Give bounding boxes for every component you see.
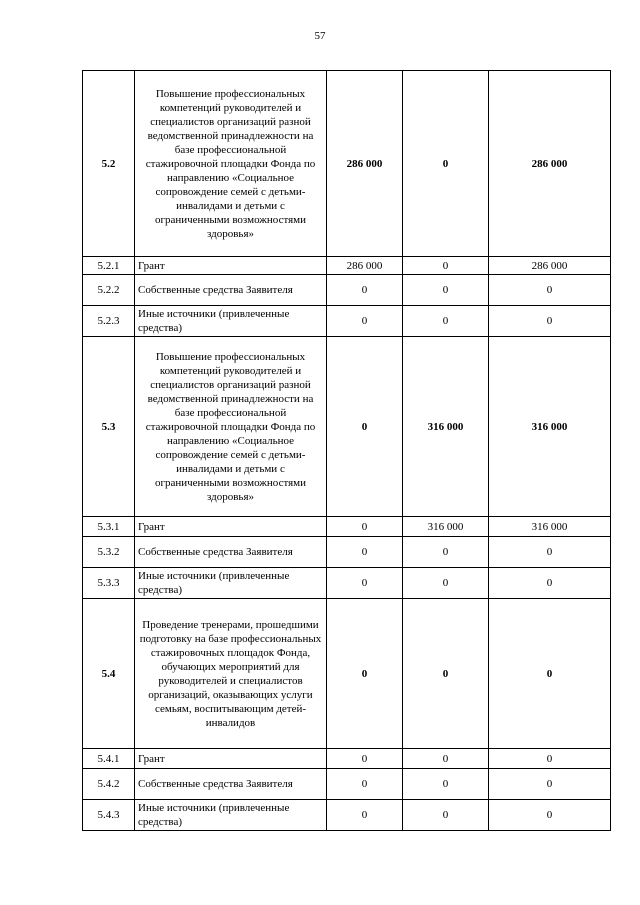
value-col-2: 0 [403,749,489,769]
table-row [83,800,611,831]
row-description: Грант [135,517,327,537]
value-col-3: 0 [489,568,611,599]
value-col-3: 316 000 [489,517,611,537]
row-description: Иные источники (привлеченные средства) [135,568,327,599]
value-col-2: 316 000 [403,517,489,537]
row-description: Иные источники (привлеченные средства) [135,306,327,337]
row-number: 5.3.2 [83,537,135,568]
table-row [83,769,611,800]
table-row [83,749,611,769]
value-col-2: 0 [403,257,489,275]
row-description: Собственные средства Заявителя [135,275,327,306]
row-description: Повышение профессиональных компетенций руководителей и специалистов организаций разной ведомственной принадлежности на базе профессиональной стажировочной площадки Фонда по направлению «Социальное сопровождение семей с детьми-инвалидами и детьми с ограниченными возможностями здоровья» [135,71,327,257]
row-description: Иные источники (привлеченные средства) [135,800,327,831]
row-number: 5.3 [83,337,135,517]
value-col-1: 0 [327,537,403,568]
value-col-2: 0 [403,568,489,599]
table-row [83,537,611,568]
value-col-3: 0 [489,599,611,749]
row-number: 5.2 [83,71,135,257]
value-col-3: 0 [489,537,611,568]
value-col-2: 0 [403,769,489,800]
table-row [83,306,611,337]
value-col-2: 0 [403,275,489,306]
row-number: 5.3.1 [83,517,135,537]
row-number: 5.4 [83,599,135,749]
value-col-1: 0 [327,769,403,800]
value-col-2: 0 [403,537,489,568]
value-col-1: 0 [327,275,403,306]
table-row [83,71,611,257]
budget-table [82,70,611,831]
row-number: 5.2.3 [83,306,135,337]
row-number: 5.4.1 [83,749,135,769]
row-description: Грант [135,749,327,769]
row-number: 5.3.3 [83,568,135,599]
row-description: Собственные средства Заявителя [135,769,327,800]
table-row [83,337,611,517]
page-number: 57 [314,30,326,42]
value-col-3: 286 000 [489,71,611,257]
value-col-1: 286 000 [327,71,403,257]
value-col-2: 0 [403,306,489,337]
value-col-3: 286 000 [489,257,611,275]
row-description: Грант [135,257,327,275]
value-col-1: 0 [327,568,403,599]
value-col-3: 316 000 [489,337,611,517]
table-row [83,257,611,275]
value-col-1: 0 [327,749,403,769]
row-number: 5.4.2 [83,769,135,800]
value-col-1: 0 [327,800,403,831]
value-col-3: 0 [489,275,611,306]
value-col-1: 0 [327,517,403,537]
row-number: 5.2.1 [83,257,135,275]
table-row [83,568,611,599]
value-col-3: 0 [489,769,611,800]
value-col-3: 0 [489,800,611,831]
value-col-3: 0 [489,749,611,769]
value-col-1: 0 [327,337,403,517]
row-description: Проведение тренерами, прошедшими подготовку на базе профессиональных стажировочных площадок Фонда, обучающих мероприятий для руководителей и специалистов организаций, оказывающих услуги семьям, воспитывающим детей-инвалидов [135,599,327,749]
value-col-2: 0 [403,800,489,831]
value-col-3: 0 [489,306,611,337]
table-row [83,275,611,306]
row-description: Собственные средства Заявителя [135,537,327,568]
table-row [83,517,611,537]
row-number: 5.2.2 [83,275,135,306]
table-row [83,599,611,749]
row-number: 5.4.3 [83,800,135,831]
value-col-1: 0 [327,306,403,337]
value-col-2: 0 [403,599,489,749]
value-col-1: 286 000 [327,257,403,275]
value-col-1: 0 [327,599,403,749]
value-col-2: 0 [403,71,489,257]
value-col-2: 316 000 [403,337,489,517]
row-description: Повышение профессиональных компетенций руководителей и специалистов организаций разной ведомственной принадлежности на базе профессиональной стажировочной площадки Фонда по направлению «Социальное сопровождение семей с детьми-инвалидами и детьми с ограниченными возможностями здоровья» [135,337,327,517]
